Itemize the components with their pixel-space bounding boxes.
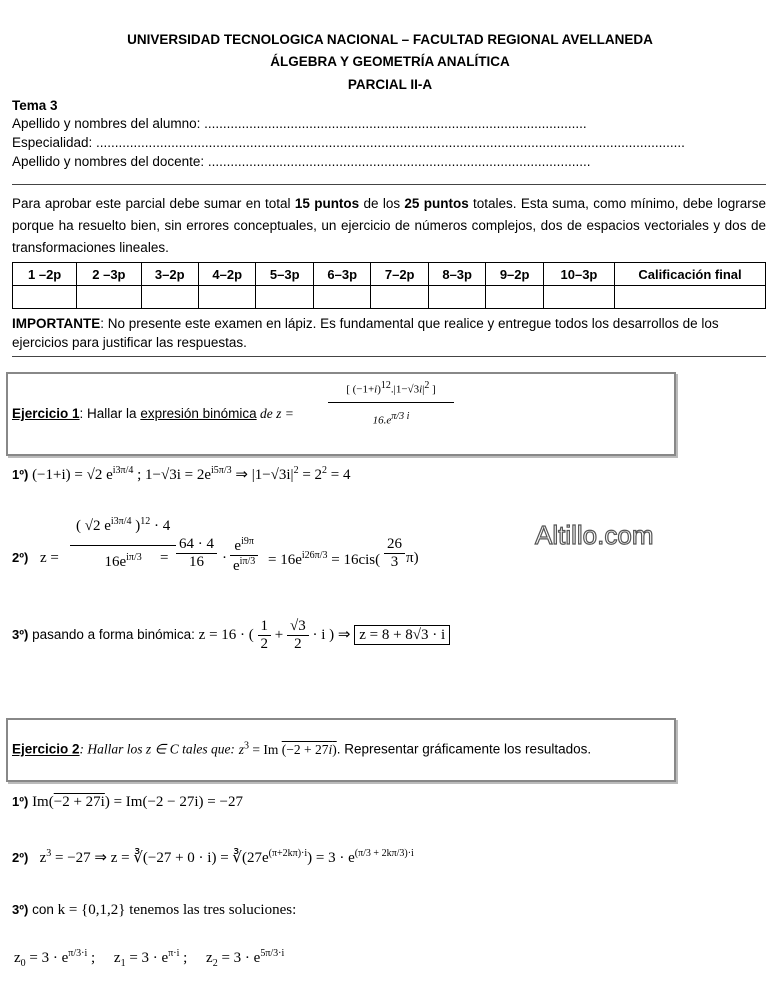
student-name-field: Apellido y nombres del alumno: ...................................................................................................... xyxy=(12,116,587,131)
grade-cell xyxy=(371,286,428,309)
grade-cell xyxy=(141,286,198,309)
grade-cell xyxy=(198,286,255,309)
ex2-step-1: 1º) Im(−2 + 27i) = Im(−2 − 27i) = −27 xyxy=(12,794,243,810)
grades-header-row xyxy=(13,263,766,286)
ex1-step-3: 3º) pasando a forma binómica: z = 16 · ( $\frac{1}{2}$ + $\frac{√3}{2}$ · i ) ⇒ z = 8 + 8√3 · i xyxy=(12,618,450,653)
ex2-step-2: 2º) $z^3 = -27$ ⇒ z = ∛(−27 + $0 \cdot i) = ∛(27e^{(\pi+2k\pi)\cdot i}) = 3 \cdot e^{(\pi/3 + 2k\pi/3)\cdot i}$ xyxy=(12,848,414,866)
exercise-2-box xyxy=(6,718,676,782)
teacher-name-field: Apellido y nombres del docente: ...................................................................................................... xyxy=(12,154,591,169)
subject-title: ÁLGEBRA Y GEOMETRÍA ANALÍTICA xyxy=(270,54,510,69)
exercise-1-statement: Ejercicio 1: Hallar la expresión binómica de z = xyxy=(12,406,294,421)
grade-header-3: 3–2p xyxy=(141,263,198,286)
grade-cell xyxy=(615,286,766,309)
ex2-step-3: 3º) con k = {0,1,2} tenemos las tres soluciones: xyxy=(12,902,297,918)
grade-header-8: 8–3p xyxy=(428,263,485,286)
ex2-solutions: $z_0 = 3 \cdot e^{\pi/3\cdot i}$ ; $z_1 = 3 \cdot e^{\pi\cdot i}$ ; $z_2 = 3 \cdot e^{5\pi/3\cdot i}$ xyxy=(14,948,285,969)
ex1-step-1: 1º) (−1+i) = √2 $e^{i3\pi/4}$ ; $1-√3i = 2e^{i5\pi/3}$ ⇒ $|1-√3i|^2 = 2^2 = 4$ xyxy=(12,465,351,483)
grade-cell xyxy=(13,286,77,309)
grades-table xyxy=(12,262,766,309)
tema-label: Tema 3 xyxy=(12,98,58,113)
specialty-field: Especialidad: ............................................................................................................................................................. xyxy=(12,135,685,150)
grade-header-2: 2 –3p xyxy=(77,263,141,286)
divider xyxy=(12,356,766,357)
grade-cell xyxy=(313,286,370,309)
grade-header-1: 1 –2p xyxy=(13,263,77,286)
grade-header-10: 10–3p xyxy=(543,263,614,286)
grade-cell xyxy=(77,286,141,309)
grade-header-9: 9–2p xyxy=(486,263,543,286)
exercise-1-box xyxy=(6,372,676,456)
grade-header-4: 4–2p xyxy=(198,263,255,286)
grade-header-final: Calificación final xyxy=(615,263,766,286)
exam-title: PARCIAL II-A xyxy=(347,77,433,92)
grades-value-row xyxy=(13,286,766,309)
ex1-step-2: 2º) z = ( √2 $e^{i3\pi/4}$ )$^{12}$ · 4 $16e^{i\pi/3}$ = $\frac{64 \cdot 4}{16}$ · $e^{i9\pi}$ $e^{i\pi/3}$ = $16e^{i26\pi/3} = 16cis$( $\frac{26}{3}$ π) xyxy=(12,508,28,525)
grade-header-5: 5–3p xyxy=(256,263,313,286)
important-note: IMPORTANTE: No presente este examen en lápiz. Es fundamental que realice y entregue todos los desarrollos de los ejercicios para justificar las respuestas. xyxy=(12,316,719,350)
grade-cell xyxy=(428,286,485,309)
exercise-1-formula: [ (−1+i)12.|1−√3i|2 ] 16.eπ/3 i xyxy=(328,376,454,426)
exercise-2-statement: Ejercicio 2: Hallar los z ∈ C tales que: $z^3 = Im$ (−2 + 27i). Representar gráficamente los resultados. xyxy=(12,740,592,757)
grade-cell xyxy=(543,286,614,309)
instructions-paragraph: Para aprobar este parcial debe sumar en total 15 puntos de los 25 puntos totales. Esta suma, como mínimo, debe lograrse porque ha resuelto bien, sin errores conceptuales, un ejercicio de números complejos, dos de espacios vectoriales y dos de transformaciones lineales. xyxy=(12,196,766,255)
grade-cell xyxy=(256,286,313,309)
divider xyxy=(12,184,766,185)
grade-cell xyxy=(486,286,543,309)
watermark-logo: Altillo.com xyxy=(535,520,654,550)
grade-header-7: 7–2p xyxy=(371,263,428,286)
grade-header-6: 6–3p xyxy=(313,263,370,286)
university-title: UNIVERSIDAD TECNOLOGICA NACIONAL – FACULTAD REGIONAL AVELLANEDA xyxy=(127,32,653,47)
